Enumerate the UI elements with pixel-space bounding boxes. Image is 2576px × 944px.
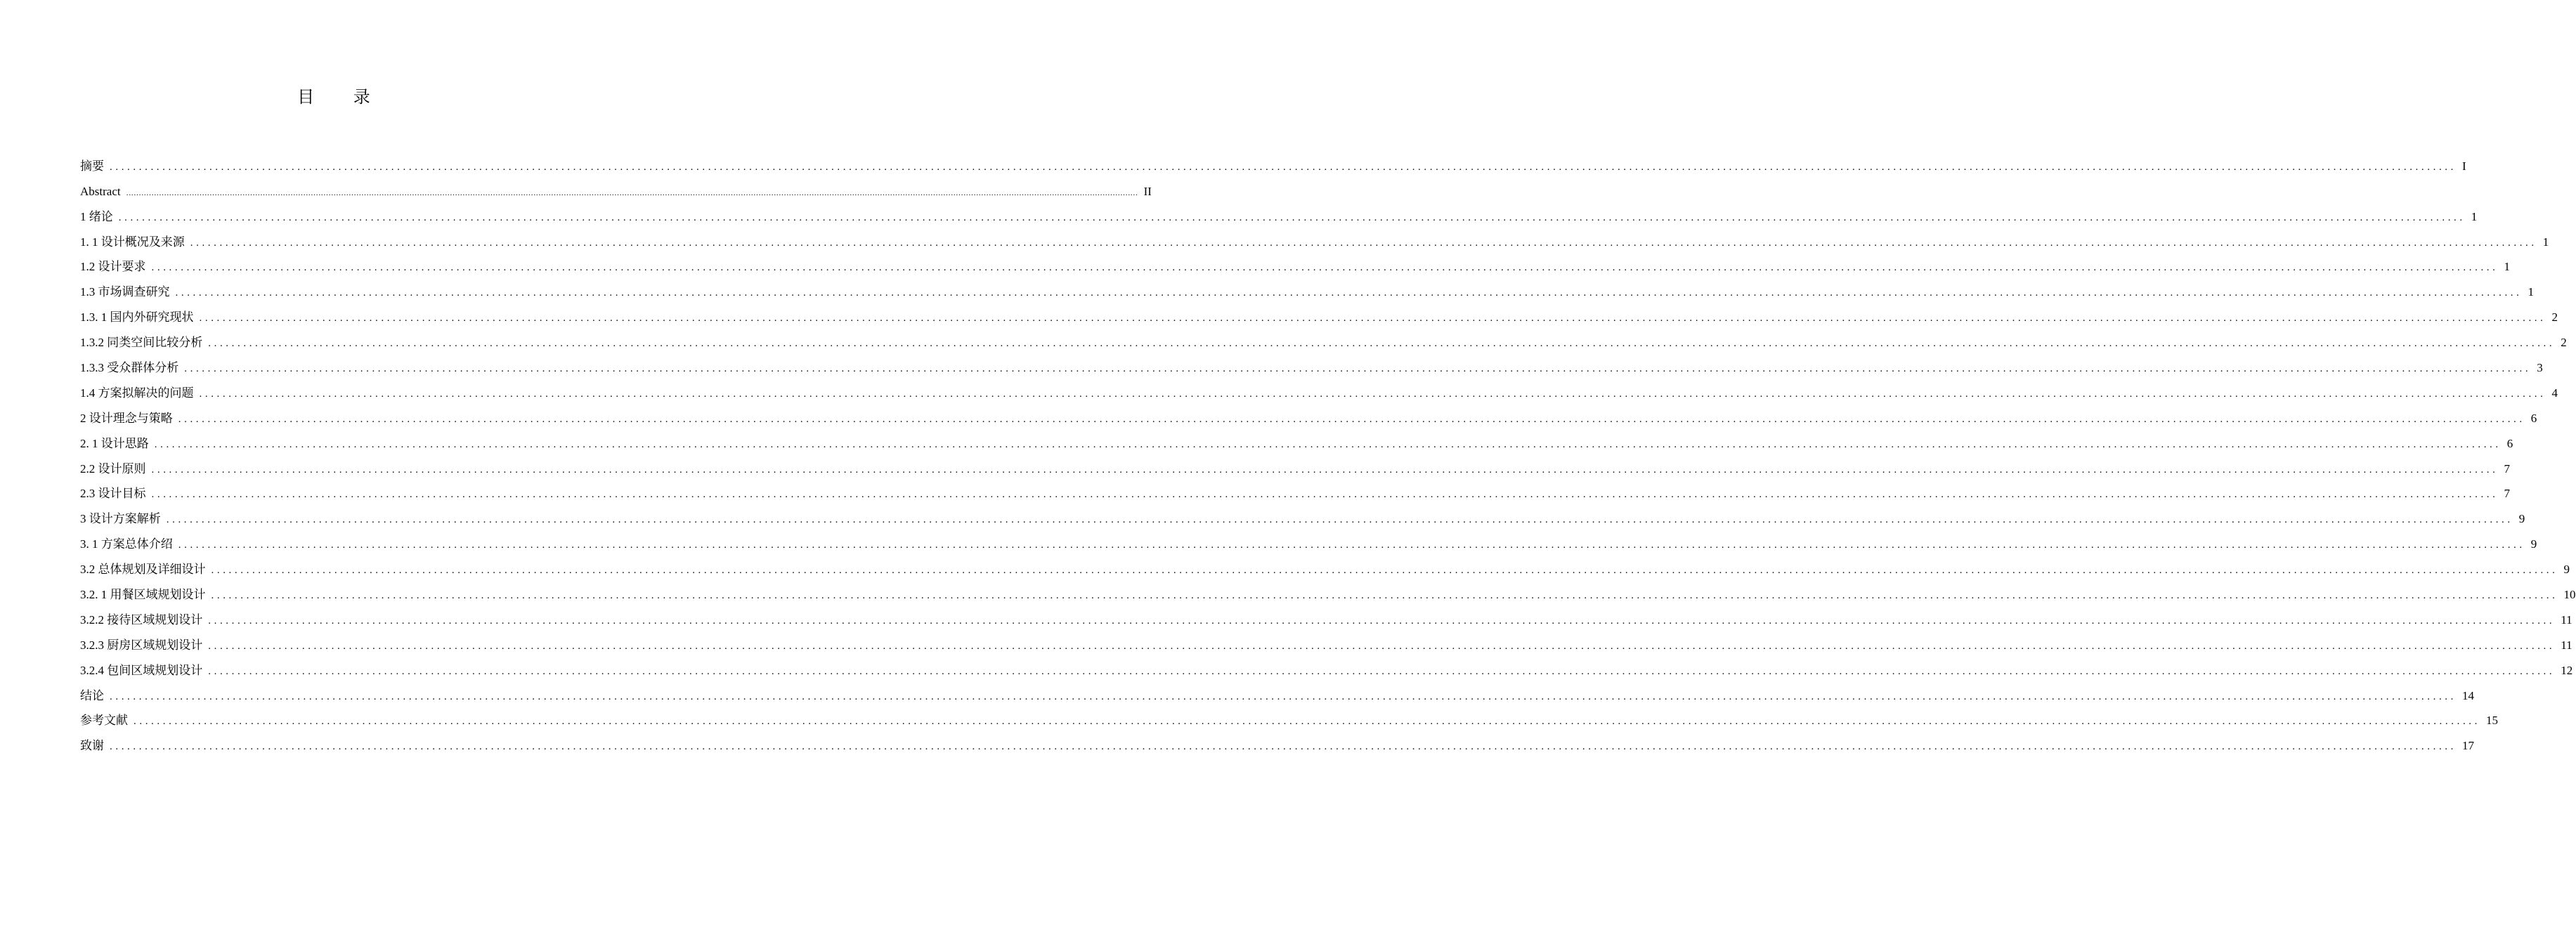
toc-entry-label: 1. 1 设计概况及来源 bbox=[80, 235, 185, 249]
toc-entry[interactable] bbox=[80, 630, 2572, 655]
toc-leader-dots: ................................................................................................................................................................................................................................................................................................................................................................................................................ bbox=[110, 741, 2457, 753]
toc-entry[interactable] bbox=[80, 327, 2567, 353]
toc-entry-page: 2 bbox=[2561, 336, 2567, 350]
toc-leader-dots: ................................................................................................................................................................................................................................................................................................................................................................................................................ bbox=[134, 716, 2480, 728]
toc-entry-label: 1.3. 1 国内外研究现状 bbox=[80, 310, 194, 324]
toc-leader-dots: ................................................................................................................................................................................................................................................................................................................................................................................................................ bbox=[151, 489, 2499, 501]
toc-entry-label: 2. 1 设计思路 bbox=[80, 436, 149, 450]
toc-entry-label: 致谢 bbox=[80, 739, 104, 753]
toc-entry-label: 3.2.2 接待区域规划设计 bbox=[80, 612, 203, 627]
toc-entry-page: 9 bbox=[2530, 537, 2537, 551]
toc-entry[interactable] bbox=[80, 579, 2576, 605]
toc-entry-page: 12 bbox=[2561, 663, 2573, 677]
toc-entry-label: 1.4 方案拟解决的问题 bbox=[80, 386, 194, 400]
toc-entry-label: 2.3 设计目标 bbox=[80, 487, 146, 501]
toc-entry-page: 1 bbox=[2471, 209, 2478, 223]
toc-entry-label: 1 绪论 bbox=[80, 209, 113, 223]
toc-leader-dots: ................................................................................................................................................................................................................................................................................................................................................................................................................ bbox=[208, 640, 2556, 652]
toc-entry[interactable] bbox=[80, 227, 2549, 252]
toc-leader-dots: ................................................................................................................................................................................................................................................................................................................................................................................................................ bbox=[126, 187, 1138, 197]
toc-entry-label: 2.2 设计原则 bbox=[80, 461, 146, 476]
toc-entry-page: 9 bbox=[2518, 512, 2525, 526]
toc-entry[interactable] bbox=[80, 428, 2513, 454]
toc-entry-label: 3 设计方案解析 bbox=[80, 512, 161, 526]
toc-entry-page: 1 bbox=[2528, 285, 2534, 299]
toc-entry[interactable] bbox=[80, 302, 2558, 327]
toc-entry[interactable] bbox=[80, 277, 2534, 302]
toc-entry[interactable] bbox=[80, 605, 2572, 630]
toc-entry-page: 6 bbox=[2506, 436, 2513, 450]
toc-entry-page: 10 bbox=[2563, 588, 2576, 602]
toc-entry-label: 1.3 市场调查研究 bbox=[80, 285, 170, 299]
toc-leader-dots: ................................................................................................................................................................................................................................................................................................................................................................................................................ bbox=[208, 615, 2556, 627]
toc-leader-dots: ................................................................................................................................................................................................................................................................................................................................................................................................................ bbox=[178, 539, 2525, 551]
toc-entry-page: 11 bbox=[2561, 638, 2572, 652]
toc-entry-page: 1 bbox=[2504, 260, 2510, 274]
toc-leader-dots: ................................................................................................................................................................................................................................................................................................................................................................................................................ bbox=[154, 438, 2502, 450]
toc-entry-page: 7 bbox=[2504, 487, 2510, 501]
toc-leader-dots: ................................................................................................................................................................................................................................................................................................................................................................................................................ bbox=[199, 313, 2546, 324]
toc-entry[interactable] bbox=[80, 378, 2558, 403]
toc-list bbox=[80, 151, 2576, 756]
toc-leader-dots: ................................................................................................................................................................................................................................................................................................................................................................................................................ bbox=[151, 262, 2499, 274]
toc-leader-dots: ................................................................................................................................................................................................................................................................................................................................................................................................................ bbox=[151, 464, 2499, 476]
toc-leader-dots: ................................................................................................................................................................................................................................................................................................................................................................................................................ bbox=[208, 338, 2556, 350]
toc-entry-page: 7 bbox=[2504, 461, 2510, 476]
toc-entry-page: 3 bbox=[2537, 361, 2543, 375]
toc-entry-page: II bbox=[1143, 184, 1152, 198]
toc-title: 目 录 bbox=[297, 87, 387, 107]
toc-entry-label: 3.2.3 厨房区域规划设计 bbox=[80, 638, 203, 652]
toc-entry-label: Abstract bbox=[80, 184, 121, 198]
toc-entry-label: 1.3.2 同类空间比较分析 bbox=[80, 336, 203, 350]
toc-entry-label: 摘要 bbox=[80, 159, 104, 173]
toc-leader-dots: ................................................................................................................................................................................................................................................................................................................................................................................................................ bbox=[208, 665, 2556, 677]
toc-entry[interactable] bbox=[80, 554, 2570, 579]
toc-entry-label: 3. 1 方案总体介绍 bbox=[80, 537, 173, 551]
toc-entry[interactable] bbox=[80, 706, 2498, 731]
toc-entry-label: 3.2. 1 用餐区域规划设计 bbox=[80, 588, 206, 602]
toc-leader-dots: ................................................................................................................................................................................................................................................................................................................................................................................................................ bbox=[175, 287, 2523, 299]
toc-entry-page: 14 bbox=[2462, 688, 2474, 702]
toc-entry-label: 1.2 设计要求 bbox=[80, 260, 146, 274]
toc-leader-dots: ................................................................................................................................................................................................................................................................................................................................................................................................................ bbox=[211, 565, 2558, 577]
toc-entry-label: 参考文献 bbox=[80, 714, 128, 728]
toc-entry[interactable] bbox=[80, 176, 1152, 202]
toc-entry[interactable] bbox=[80, 504, 2525, 529]
toc-entry[interactable] bbox=[80, 681, 2474, 706]
toc-entry-label: 结论 bbox=[80, 688, 104, 702]
toc-entry-page: I bbox=[2462, 159, 2466, 173]
toc-entry-page: 11 bbox=[2561, 612, 2572, 627]
toc-entry[interactable] bbox=[80, 479, 2510, 504]
toc-entry[interactable] bbox=[80, 655, 2573, 681]
toc-leader-dots: ................................................................................................................................................................................................................................................................................................................................................................................................................ bbox=[110, 690, 2457, 702]
toc-leader-dots: ................................................................................................................................................................................................................................................................................................................................................................................................................ bbox=[199, 388, 2546, 400]
toc-leader-dots: ................................................................................................................................................................................................................................................................................................................................................................................................................ bbox=[110, 161, 2457, 173]
toc-entry-page: 6 bbox=[2530, 411, 2537, 425]
toc-entry[interactable] bbox=[80, 454, 2510, 479]
toc-entry[interactable] bbox=[80, 529, 2537, 554]
toc-entry-label: 1.3.3 受众群体分析 bbox=[80, 361, 179, 375]
toc-leader-dots: ................................................................................................................................................................................................................................................................................................................................................................................................................ bbox=[211, 590, 2558, 602]
toc-entry[interactable] bbox=[80, 252, 2510, 277]
toc-leader-dots: ................................................................................................................................................................................................................................................................................................................................................................................................................ bbox=[166, 514, 2513, 526]
toc-entry[interactable] bbox=[80, 151, 2466, 176]
toc-leader-dots: ................................................................................................................................................................................................................................................................................................................................................................................................................ bbox=[118, 211, 2466, 223]
toc-entry[interactable] bbox=[80, 202, 2478, 227]
toc-entry-label: 3.2 总体规划及详细设计 bbox=[80, 563, 206, 577]
toc-entry[interactable] bbox=[80, 403, 2537, 428]
toc-entry-page: 9 bbox=[2563, 563, 2570, 577]
toc-leader-dots: ................................................................................................................................................................................................................................................................................................................................................................................................................ bbox=[184, 363, 2532, 375]
toc-entry-page: 17 bbox=[2462, 739, 2474, 753]
toc-entry-page: 1 bbox=[2542, 235, 2549, 249]
toc-entry[interactable] bbox=[80, 730, 2474, 756]
toc-entry-page: 2 bbox=[2551, 310, 2558, 324]
toc-entry[interactable] bbox=[80, 353, 2543, 378]
toc-entry-page: 15 bbox=[2486, 714, 2498, 728]
toc-leader-dots: ................................................................................................................................................................................................................................................................................................................................................................................................................ bbox=[190, 237, 2537, 249]
toc-leader-dots: ................................................................................................................................................................................................................................................................................................................................................................................................................ bbox=[178, 413, 2525, 425]
toc-entry-label: 3.2.4 包间区域规划设计 bbox=[80, 663, 203, 677]
toc-entry-label: 2 设计理念与策略 bbox=[80, 411, 173, 425]
toc-entry-page: 4 bbox=[2551, 386, 2558, 400]
